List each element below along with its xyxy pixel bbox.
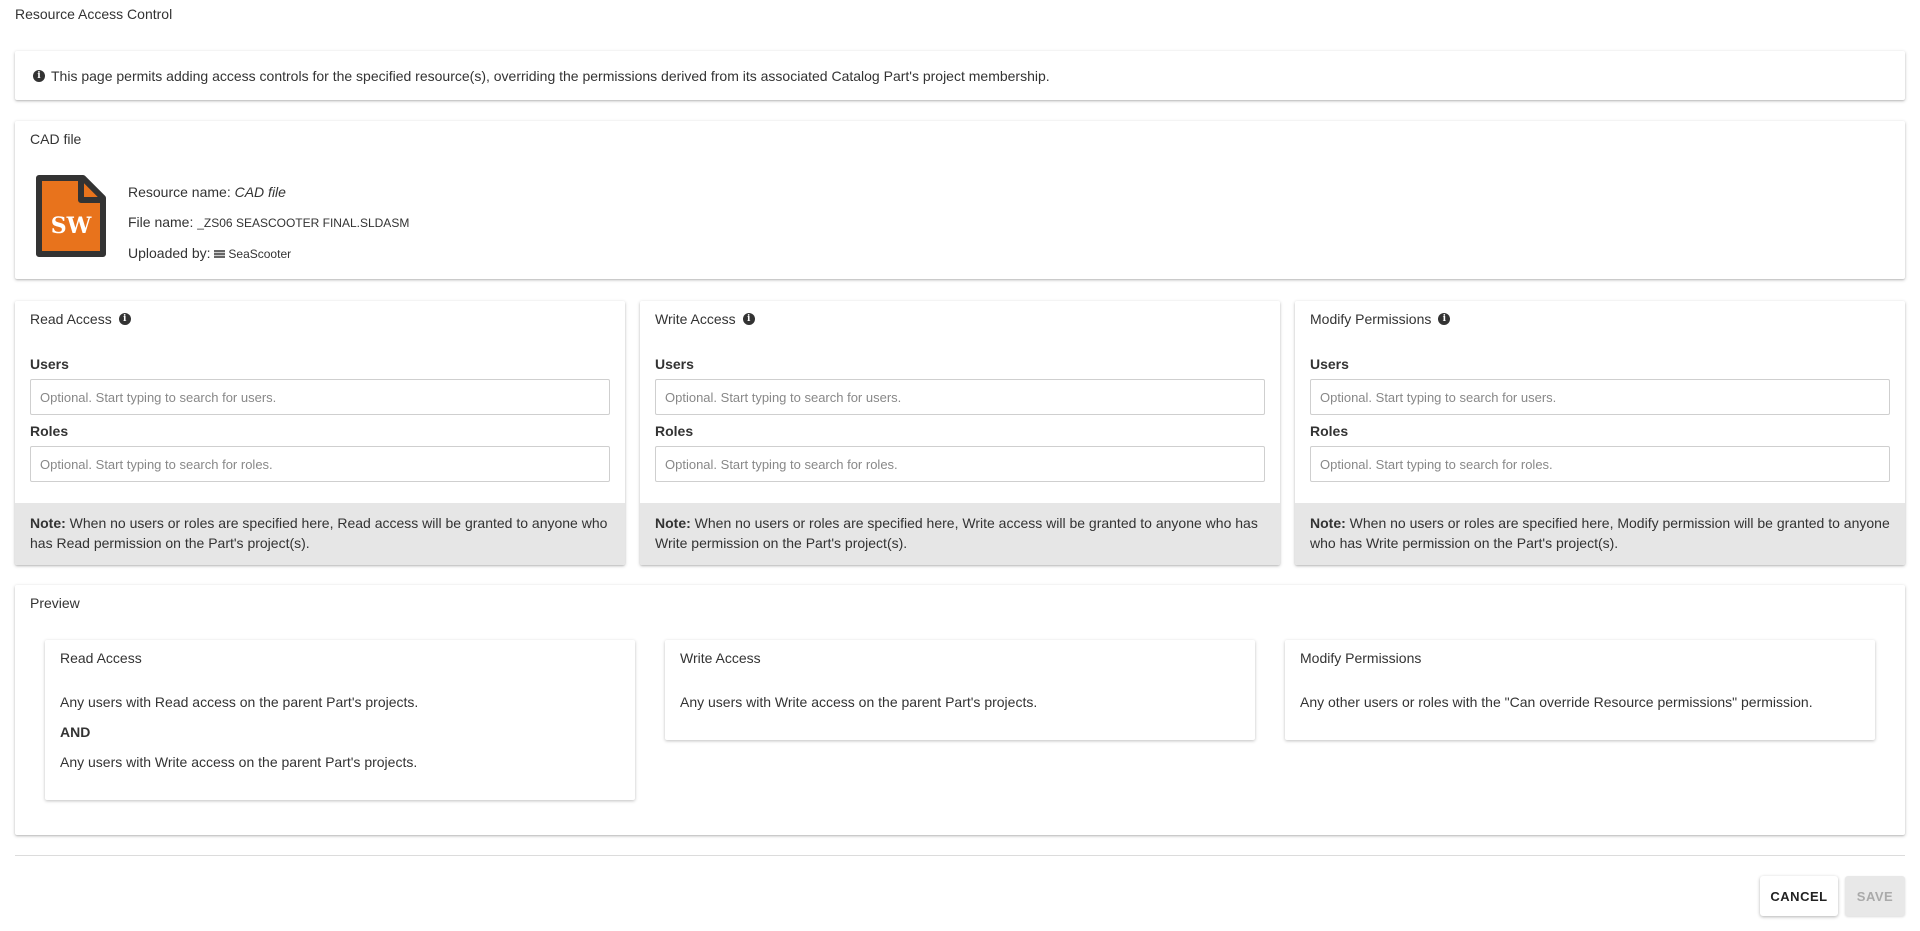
solidworks-file-icon	[35, 174, 107, 258]
read-users-input[interactable]	[30, 379, 610, 415]
write-users-label: Users	[655, 356, 694, 372]
save-button[interactable]: SAVE	[1845, 876, 1905, 916]
resource-card-title: CAD file	[30, 131, 82, 147]
preview-card	[15, 585, 1905, 835]
preview-write-title: Write Access	[680, 650, 761, 666]
uploaded-by-value: SeaScooter	[228, 247, 292, 261]
read-users-label: Users	[30, 356, 69, 372]
write-roles-label: Roles	[655, 423, 694, 439]
resource-details	[128, 177, 409, 269]
read-roles-label: Roles	[30, 423, 69, 439]
read-roles-input[interactable]	[30, 446, 610, 482]
preview-write-access	[665, 640, 1255, 740]
cancel-button[interactable]: CANCEL	[1760, 876, 1838, 916]
info-icon[interactable]: i	[119, 313, 131, 325]
preview-write-line1: Any users with Write access on the parent Part's projects.	[680, 694, 1038, 710]
modify-permissions-title: Modify Permissions i	[1310, 311, 1450, 327]
preview-read-access	[45, 640, 635, 800]
modify-permissions-note: Note: When no users or roles are specified here, Modify permission will be granted to anyone who has Write permission on the Part's project(s).	[1295, 503, 1905, 565]
resource-name-value: CAD file	[234, 184, 286, 200]
info-icon: i	[33, 70, 45, 82]
read-access-note: Note: When no users or roles are specified here, Read access will be granted to anyone who has Read permission on the Part's project(s).	[15, 503, 625, 565]
preview-title: Preview	[30, 595, 80, 611]
sw-icon-label: SW	[50, 213, 92, 239]
resource-card	[15, 121, 1905, 279]
resource-name-row	[128, 177, 409, 207]
resource-name-label: Resource name:	[128, 184, 235, 200]
info-icon[interactable]: i	[743, 313, 755, 325]
file-name-value: _ZS06 SEASCOOTER FINAL.SLDASM	[197, 216, 410, 230]
preview-modify-line1: Any other users or roles with the "Can override Resource permissions" permission.	[1300, 694, 1813, 710]
modify-roles-label: Roles	[1310, 423, 1349, 439]
preview-modify-permissions	[1285, 640, 1875, 740]
flag-icon	[214, 250, 225, 258]
footer-divider	[15, 855, 1905, 856]
modify-users-input[interactable]	[1310, 379, 1890, 415]
preview-read-title: Read Access	[60, 650, 142, 666]
page-title: Resource Access Control	[15, 6, 173, 22]
modify-users-label: Users	[1310, 356, 1349, 372]
modify-permissions-card	[1295, 301, 1905, 565]
modify-roles-input[interactable]	[1310, 446, 1890, 482]
preview-read-line1: Any users with Read access on the parent Part's projects.	[60, 694, 419, 710]
preview-read-and: AND	[60, 724, 91, 740]
write-access-title: Write Access i	[655, 311, 755, 327]
uploaded-by-row	[128, 238, 409, 269]
write-users-input[interactable]	[655, 379, 1265, 415]
write-access-note: Note: When no users or roles are specified here, Write access will be granted to anyone who has Write permission on the Part's project(s).	[640, 503, 1280, 565]
preview-modify-title: Modify Permissions	[1300, 650, 1422, 666]
info-banner-text: This page permits adding access controls for the specified resource(s), overriding the permissions derived from its associated Catalog Part's project membership.	[51, 67, 1050, 84]
write-roles-input[interactable]	[655, 446, 1265, 482]
file-name-label: File name:	[128, 214, 198, 230]
file-name-row	[128, 207, 409, 238]
write-access-card	[640, 301, 1280, 565]
read-access-card	[15, 301, 625, 565]
info-banner	[15, 51, 1905, 100]
preview-read-line2: Any users with Write access on the parent Part's projects.	[60, 754, 418, 770]
read-access-title: Read Access i	[30, 311, 131, 327]
info-icon[interactable]: i	[1438, 313, 1450, 325]
uploaded-by-label: Uploaded by:	[128, 245, 215, 261]
